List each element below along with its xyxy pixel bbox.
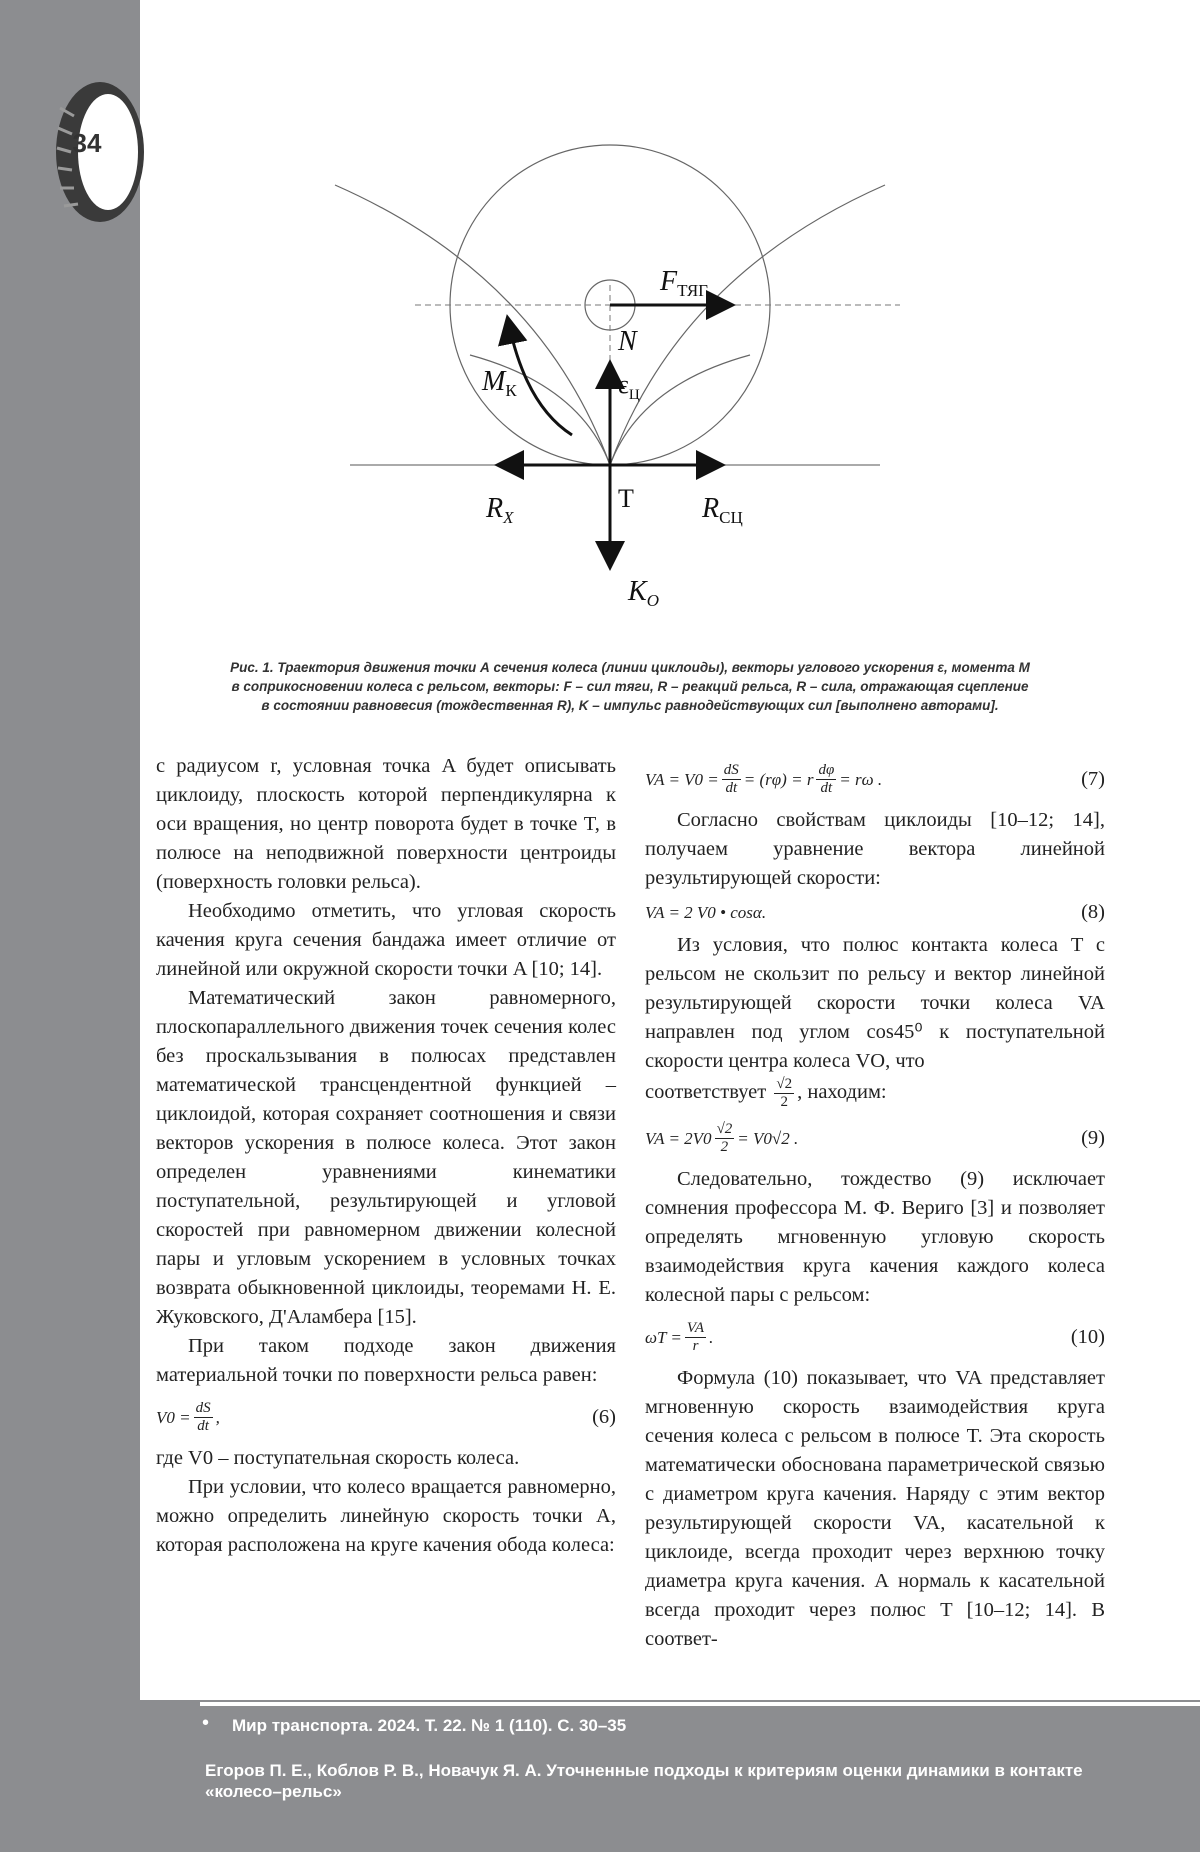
equation-6: V0 = $\frac{dS}{dt}$ , (6) <box>156 1399 616 1434</box>
cycloid-left <box>335 185 610 465</box>
paragraph: Необходимо отметить, что угловая скорость качения круга сечения бандажа имеет отличие от линейной или окружной скорости точки A [10; 14]. <box>156 900 616 980</box>
journal-citation: Мир транспорта. 2024. Т. 22. № 1 (110). С. 30–35 <box>232 1716 627 1735</box>
paragraph: При таком подходе закон движения материальной точки по поверхности рельса равен: <box>156 1335 616 1386</box>
svg-text:N: N <box>618 326 637 357</box>
equation-9: VA = 2V0 $\frac{√2}{2}$ = V0√2 . (9) <box>645 1120 1105 1155</box>
left-column <box>156 752 616 1560</box>
wheel-figure <box>310 135 930 635</box>
paragraph: Из условия, что полюс контакта колеса T с рельсом не скользит по рельсу и вектор линейной результирующей скорости точки колеса VA направлен под углом cos45⁰ к поступательной скорости центра колеса VO, что <box>645 934 1105 1072</box>
svg-text:RСЦ: $R_{СЦ}$ <box>702 493 743 527</box>
paragraph: соответствует $\frac{√2}{2}$ , находим: <box>645 1076 887 1110</box>
right-column <box>645 752 1105 1654</box>
figure-caption <box>180 658 1080 715</box>
svg-text:MК: $M_К$ <box>482 366 517 400</box>
paragraph: При условии, что колесо вращается равномерно, можно определить линейную скорость точки A, которая расположена на круге качения обода колеса: <box>156 1476 616 1556</box>
left-margin-band <box>0 0 140 1852</box>
equation-10: ωT = $\frac{VA}{r}$ . (10) <box>645 1319 1105 1354</box>
caption-line-3: в состоянии равновесия (тождественная R), K – импульс равнодействующих сил [выполнено авторами]. <box>261 698 999 713</box>
paragraph: с радиусом r, условная точка A будет описывать циклоиду, плоскость которой перпендикулярна к оси вращения, но центр поворота будет в точке T, в полюсе на неподвижной поверхности центроиды (поверхность головки рельса). <box>156 755 616 893</box>
article-authors-title: Егоров П. Е., Коблов Р. В., Новачук Я. А. Уточненные подходы к критериям оценки динамики в контакте «колесо–рельс» <box>205 1761 1083 1801</box>
caption-line-1: Рис. 1. Траектория движения точки А сечения колеса (линии циклоиды), векторы углового ускорения ε, момента M <box>230 660 1030 675</box>
paragraph: где V0 – поступательная скорость колеса. <box>156 1447 520 1469</box>
svg-text:KO: $K_O$ <box>628 576 659 610</box>
bullet-icon: • <box>202 1712 210 1734</box>
svg-text:FТЯГ: $F_{ТЯГ}$ <box>660 266 709 300</box>
paragraph: Формула (10) показывает, что VA представляет мгновенную скорость взаимодействия круга сечения колеса с рельсом в полюсе T. Эта скорость математически обоснована параметрической связью с диаметром круга качения. Наряду с этим вектор результирующей скорости VA, касательной к циклоиде, всегда проходит через верхнюю точку диаметра круга качения. А нормаль к касательной всегда проходит через полюс T [10–12; 14]. В соответ- <box>645 1367 1105 1650</box>
paragraph: Математический закон равномерного, плоскопараллельного движения точек сечения колес без проскальзывания в полюсах представлен математической трансцендентной функцией – циклоидой, которая сохраняет соотношения и связи векторов ускорения в полюсе колеса. Этот закон определен уравнениями кинематики поступательной, результирующей и угловой скоростей при равномерном движении колесной пары и угловым ускорением в условных точках возврата обыкновенной циклоиды, теоремами Н. Е. Жуковского, Д'Аламбера [15]. <box>156 987 616 1328</box>
paragraph: Согласно свойствам циклоиды [10–12; 14], получаем уравнение вектора линейной результирующей скорости: <box>645 809 1105 889</box>
svg-text:RX: $R_X$ <box>486 493 514 527</box>
equation-8: VA = 2 V0 • cosα. (8) <box>645 900 1105 923</box>
equation-7: VA = V0 = $\frac{dS}{dt}$ = (rφ) = r $\frac{d\varphi}{dt}$ = rω . (7) <box>645 761 1105 796</box>
caption-line-2: в соприкосновении колеса с рельсом, векторы: F – сил тяги, R – реакций рельса, R – сила, отражающая сцепление <box>231 679 1029 694</box>
cycloid-right <box>610 185 885 465</box>
svg-text:εЦ: $\varepsilon_Ц$ <box>618 370 640 403</box>
footer-divider <box>200 1702 1200 1706</box>
svg-text:Т: Т <box>618 484 634 513</box>
moment-arrow <box>508 320 572 435</box>
paragraph: Следовательно, тождество (9) исключает сомнения профессора М. Ф. Вериго [3] и позволяет определять мгновенную угловую скорость взаимодействия круга качения каждого колеса колесной пары с рельсом: <box>645 1168 1105 1306</box>
page-number: 34 <box>72 128 102 158</box>
